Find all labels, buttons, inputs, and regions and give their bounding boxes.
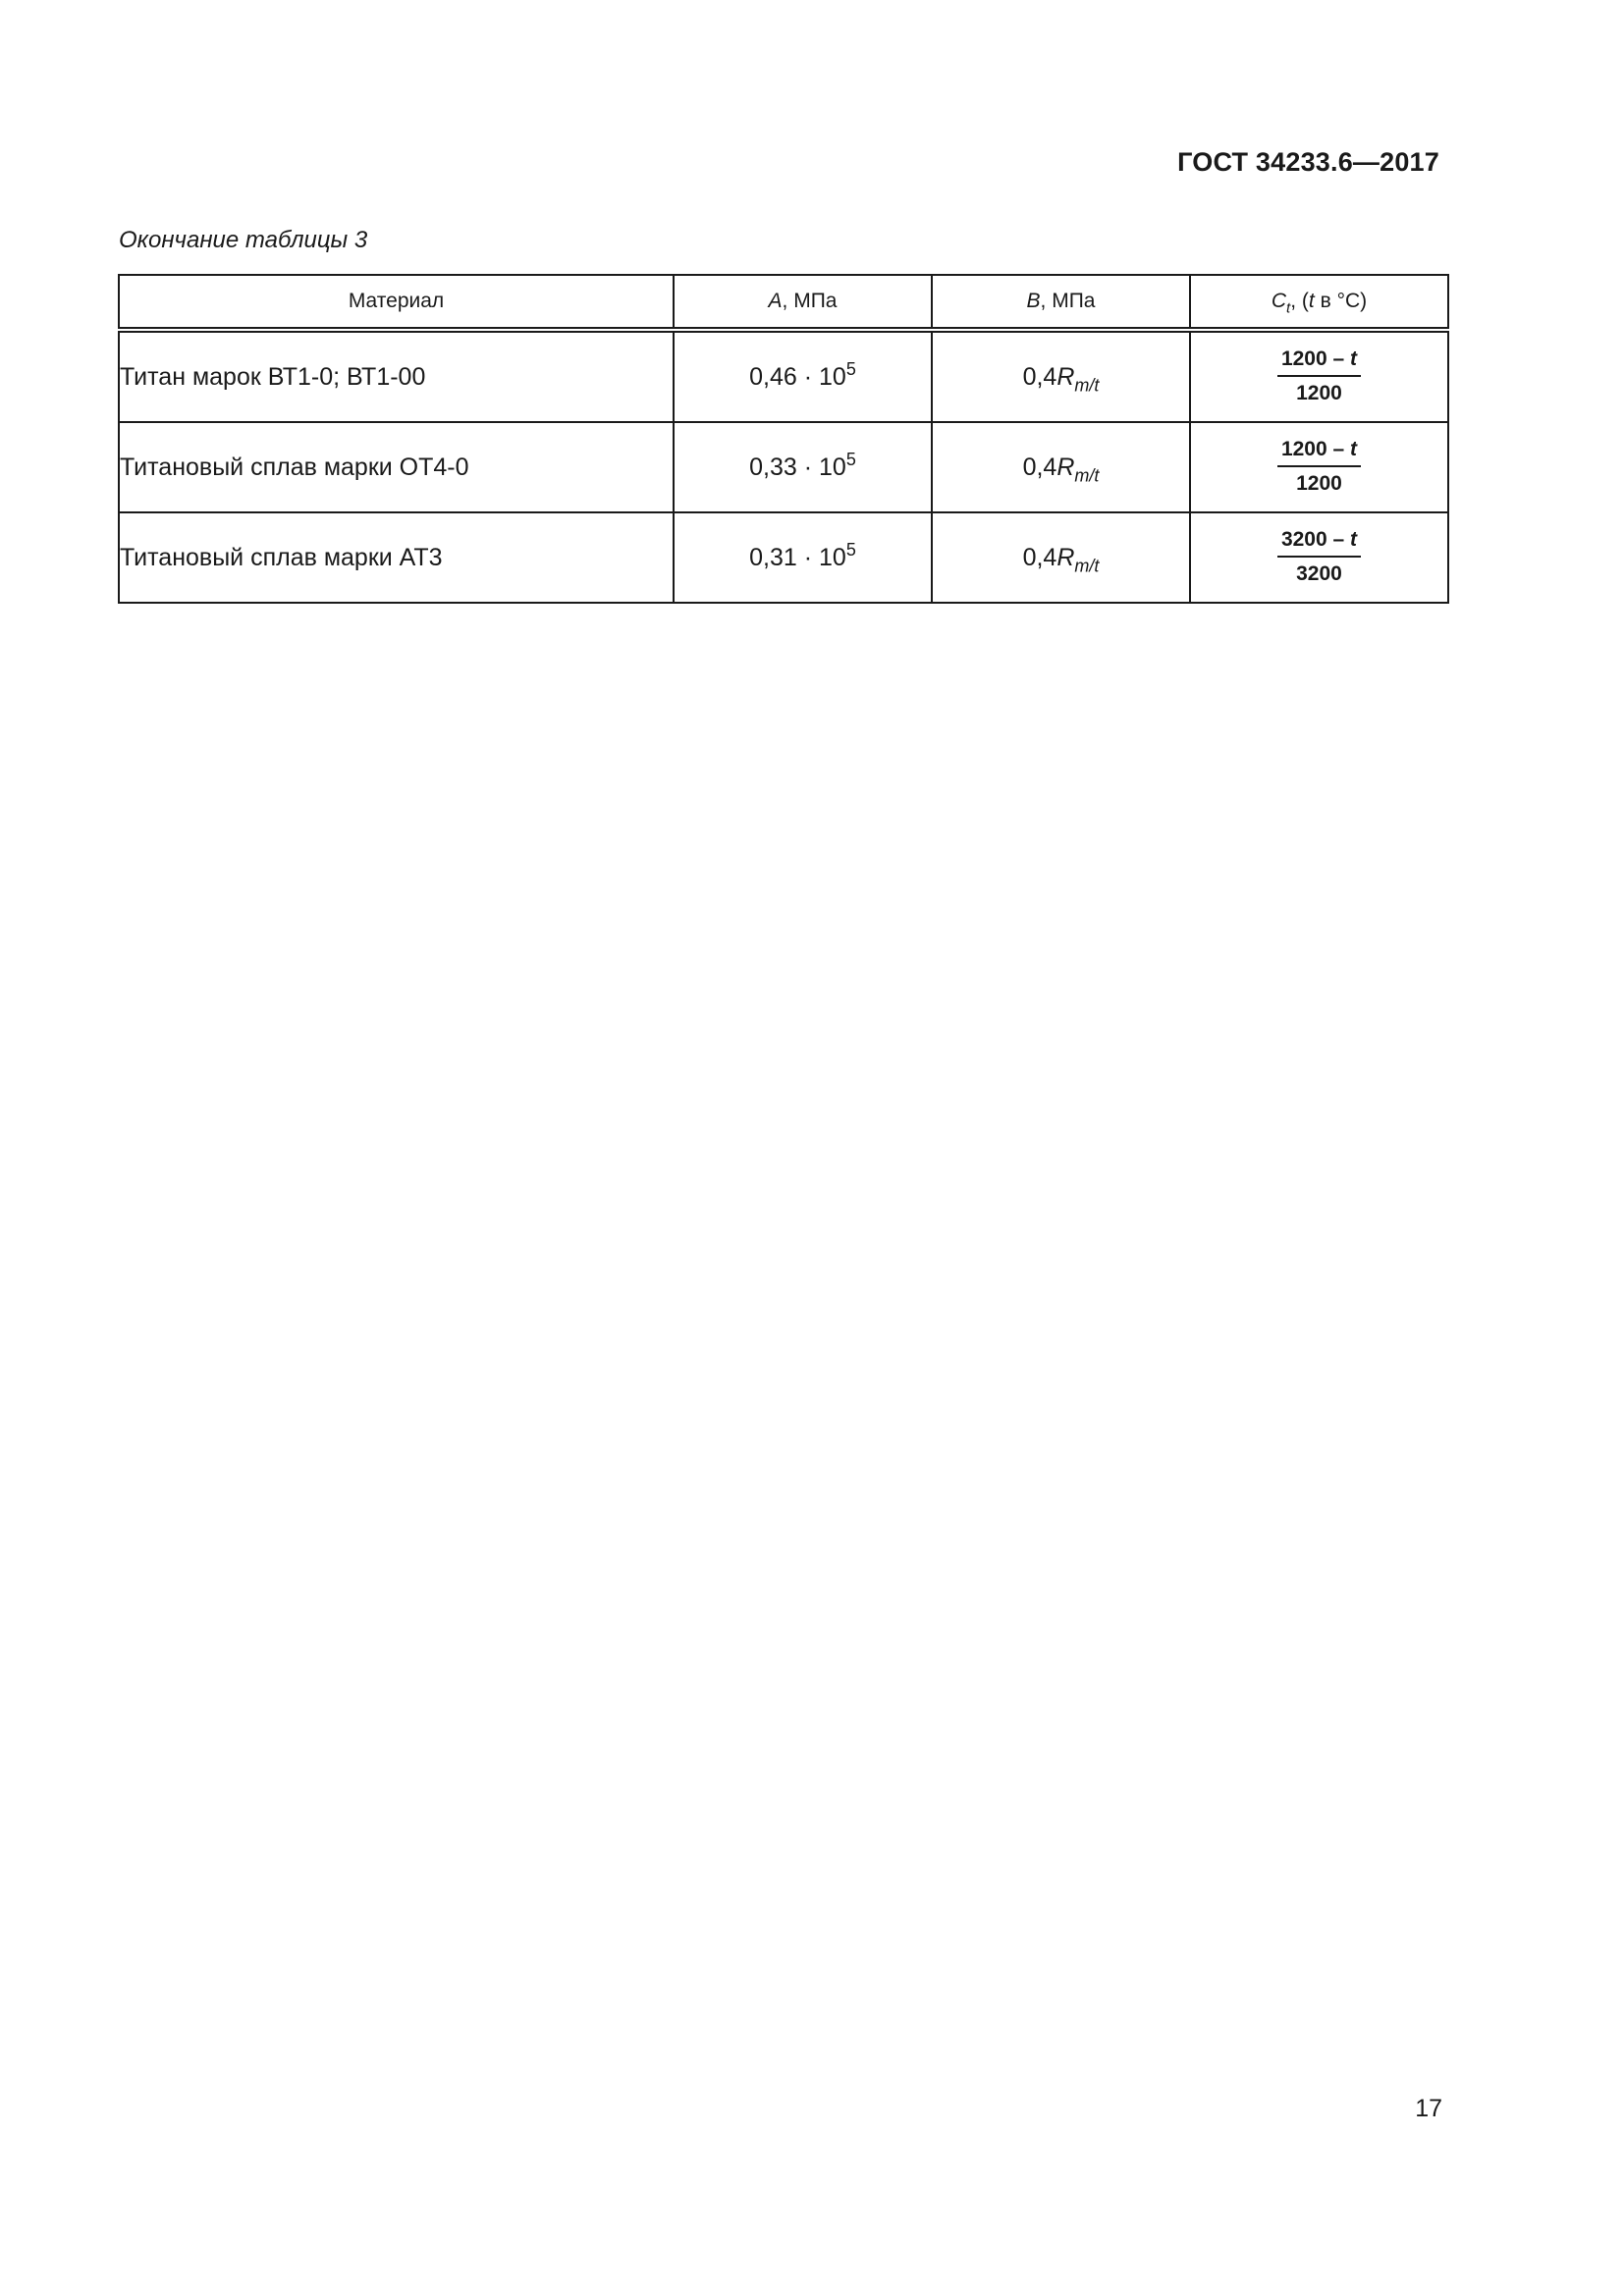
column-header-b xyxy=(932,275,1190,330)
fraction xyxy=(1277,528,1361,586)
cell-b-symbol: R xyxy=(1056,453,1075,481)
page-number: 17 xyxy=(1415,2095,1442,2122)
fraction-denominator: 3200 xyxy=(1296,562,1342,586)
table-header-row xyxy=(119,275,1448,330)
table-row xyxy=(119,330,1448,422)
fraction xyxy=(1277,347,1361,405)
cell-b xyxy=(932,330,1190,422)
fraction-numerator-value: 3200 – xyxy=(1280,527,1351,551)
table-caption: Окончание таблицы 3 xyxy=(119,227,368,253)
cell-a-exponent: 5 xyxy=(845,358,856,379)
fraction-numerator-var: t xyxy=(1350,437,1358,460)
cell-b-symbol: R xyxy=(1056,543,1075,571)
cell-a-mantissa: 0,31 · 10 xyxy=(749,543,846,571)
column-header-c-symbol: C xyxy=(1271,290,1287,312)
fraction-numerator xyxy=(1277,438,1361,467)
cell-b-coef: 0,4 xyxy=(1022,362,1057,391)
fraction-numerator-var: t xyxy=(1350,347,1358,370)
cell-b-coef: 0,4 xyxy=(1022,453,1057,481)
document-code: ГОСТ 34233.6—2017 xyxy=(1177,147,1439,177)
column-header-material-label: Материал xyxy=(348,290,445,312)
fraction-numerator-value: 1200 – xyxy=(1280,347,1351,370)
cell-b-subscript: m/t xyxy=(1074,464,1100,485)
column-header-a-symbol: A xyxy=(768,290,783,312)
table-row xyxy=(119,512,1448,603)
column-header-b-unit: , МПа xyxy=(1040,290,1096,312)
cell-b-symbol: R xyxy=(1056,362,1075,391)
column-header-b-symbol: B xyxy=(1026,290,1041,312)
column-header-material xyxy=(119,275,674,330)
fraction-numerator-var: t xyxy=(1350,527,1358,551)
cell-b-subscript: m/t xyxy=(1074,555,1100,575)
fraction xyxy=(1277,438,1361,496)
fraction-numerator xyxy=(1277,528,1361,558)
column-header-c xyxy=(1190,275,1448,330)
fraction-numerator xyxy=(1277,347,1361,377)
cell-a xyxy=(674,512,932,603)
column-header-c-unit-rest: в °C) xyxy=(1314,290,1368,312)
fraction-denominator: 1200 xyxy=(1296,382,1342,405)
fraction-numerator-value: 1200 – xyxy=(1280,437,1351,460)
cell-a-mantissa: 0,46 · 10 xyxy=(749,362,846,391)
cell-a xyxy=(674,422,932,512)
cell-b-coef: 0,4 xyxy=(1022,543,1057,571)
cell-c xyxy=(1190,422,1448,512)
materials-table xyxy=(118,274,1449,604)
cell-a-mantissa: 0,33 · 10 xyxy=(749,453,846,481)
cell-material: Титан марок ВТ1-0; ВТ1-00 xyxy=(119,330,674,422)
cell-a-exponent: 5 xyxy=(845,539,856,560)
cell-b xyxy=(932,512,1190,603)
cell-material: Титановый сплав марки АТ3 xyxy=(119,512,674,603)
column-header-c-unit-open: , ( xyxy=(1290,290,1309,312)
column-header-a xyxy=(674,275,932,330)
cell-a xyxy=(674,330,932,422)
cell-b xyxy=(932,422,1190,512)
column-header-c-subscript: t xyxy=(1286,299,1291,317)
cell-b-subscript: m/t xyxy=(1074,374,1100,395)
cell-material: Титановый сплав марки ОТ4-0 xyxy=(119,422,674,512)
table-row xyxy=(119,422,1448,512)
cell-c xyxy=(1190,330,1448,422)
column-header-c-unit-var: t xyxy=(1308,290,1315,312)
column-header-a-unit: , МПа xyxy=(782,290,838,312)
fraction-denominator: 1200 xyxy=(1296,472,1342,496)
cell-c xyxy=(1190,512,1448,603)
cell-a-exponent: 5 xyxy=(845,449,856,469)
